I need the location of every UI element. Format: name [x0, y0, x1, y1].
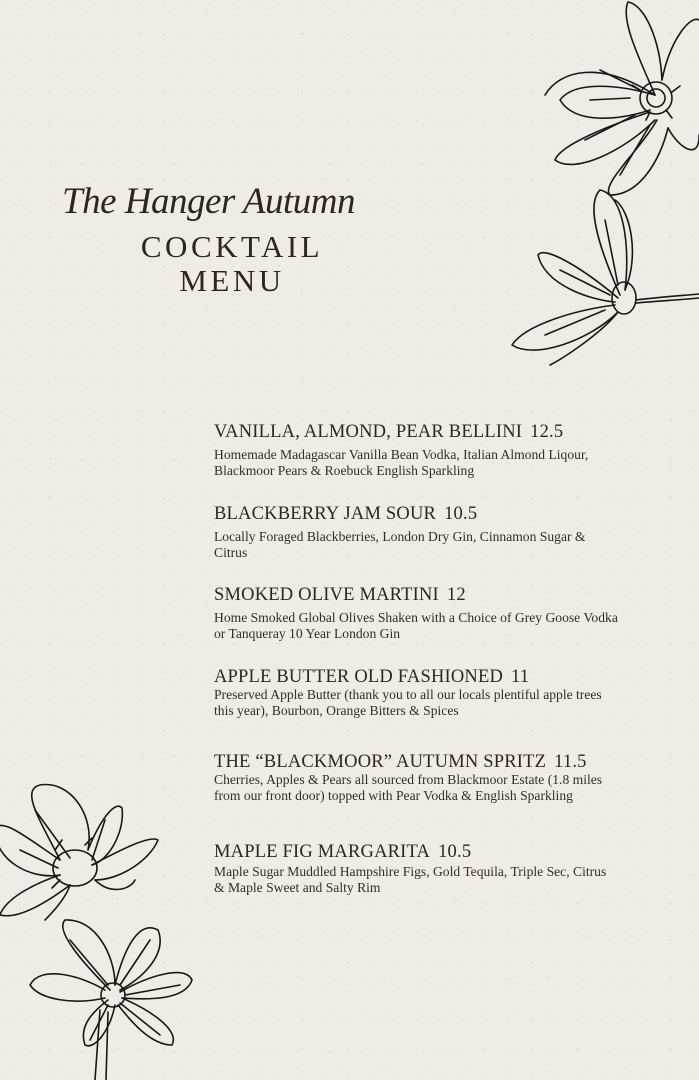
item-price: 10.5: [444, 504, 478, 524]
item-price: 10.5: [438, 842, 472, 862]
item-description: Homemade Madagascar Vanilla Bean Vodka, Italian Almond Liqour, Blackmoor Pears & Roebuck English Sparkling: [214, 447, 589, 478]
menu-item: [214, 585, 634, 642]
item-description: Maple Sugar Muddled Hampshire Figs, Gold Tequila, Triple Sec, Citrus & Maple Sweet and Salty Rim: [214, 864, 607, 895]
item-price: 12: [446, 585, 466, 605]
item-name: THE “BLACKMOOR” AUTUMN SPRITZ: [214, 752, 547, 772]
flower-top-right-small-icon: [512, 190, 699, 365]
menu-item: [214, 667, 634, 719]
menu-item: [214, 842, 634, 896]
item-name: SMOKED OLIVE MARTINI: [214, 585, 439, 605]
item-name: VANILLA, ALMOND, PEAR BELLINI: [214, 422, 523, 442]
item-description: Home Smoked Global Olives Shaken with a Choice of Grey Goose Vodka or Tanqueray 10 Year London Gin: [214, 610, 618, 641]
item-description: Locally Foraged Blackberries, London Dry Gin, Cinnamon Sugar & Citrus: [214, 529, 586, 560]
flower-bottom-left-large-icon: [30, 920, 192, 1080]
menu-title: [120, 230, 344, 298]
item-name: MAPLE FIG MARGARITA: [214, 842, 431, 862]
menu-item: [214, 422, 634, 479]
flower-bottom-left-icon: [0, 785, 158, 920]
item-price: 12.5: [530, 422, 564, 442]
flower-top-right-icon: [545, 2, 699, 195]
item-name: APPLE BUTTER OLD FASHIONED: [214, 667, 504, 687]
item-price: 11: [511, 667, 530, 687]
menu-title-line-1: COCKTAIL: [140, 229, 324, 264]
item-description: Preserved Apple Butter (thank you to all our locals plentiful apple trees this year), Bourbon, Orange Bitters & Spices: [214, 687, 602, 718]
menu-title-line-2: MENU: [179, 263, 285, 298]
menu-item: [214, 752, 634, 804]
item-description: Cherries, Apples & Pears all sourced from Blackmoor Estate (1.8 miles from our front door) topped with Pear Vodka & English Sparkling: [214, 772, 603, 803]
item-name: BLACKBERRY JAM SOUR: [214, 504, 437, 524]
menu-item: [214, 504, 634, 561]
menu-script-title: The Hanger Autumn: [62, 181, 355, 222]
item-price: 11.5: [554, 752, 587, 772]
